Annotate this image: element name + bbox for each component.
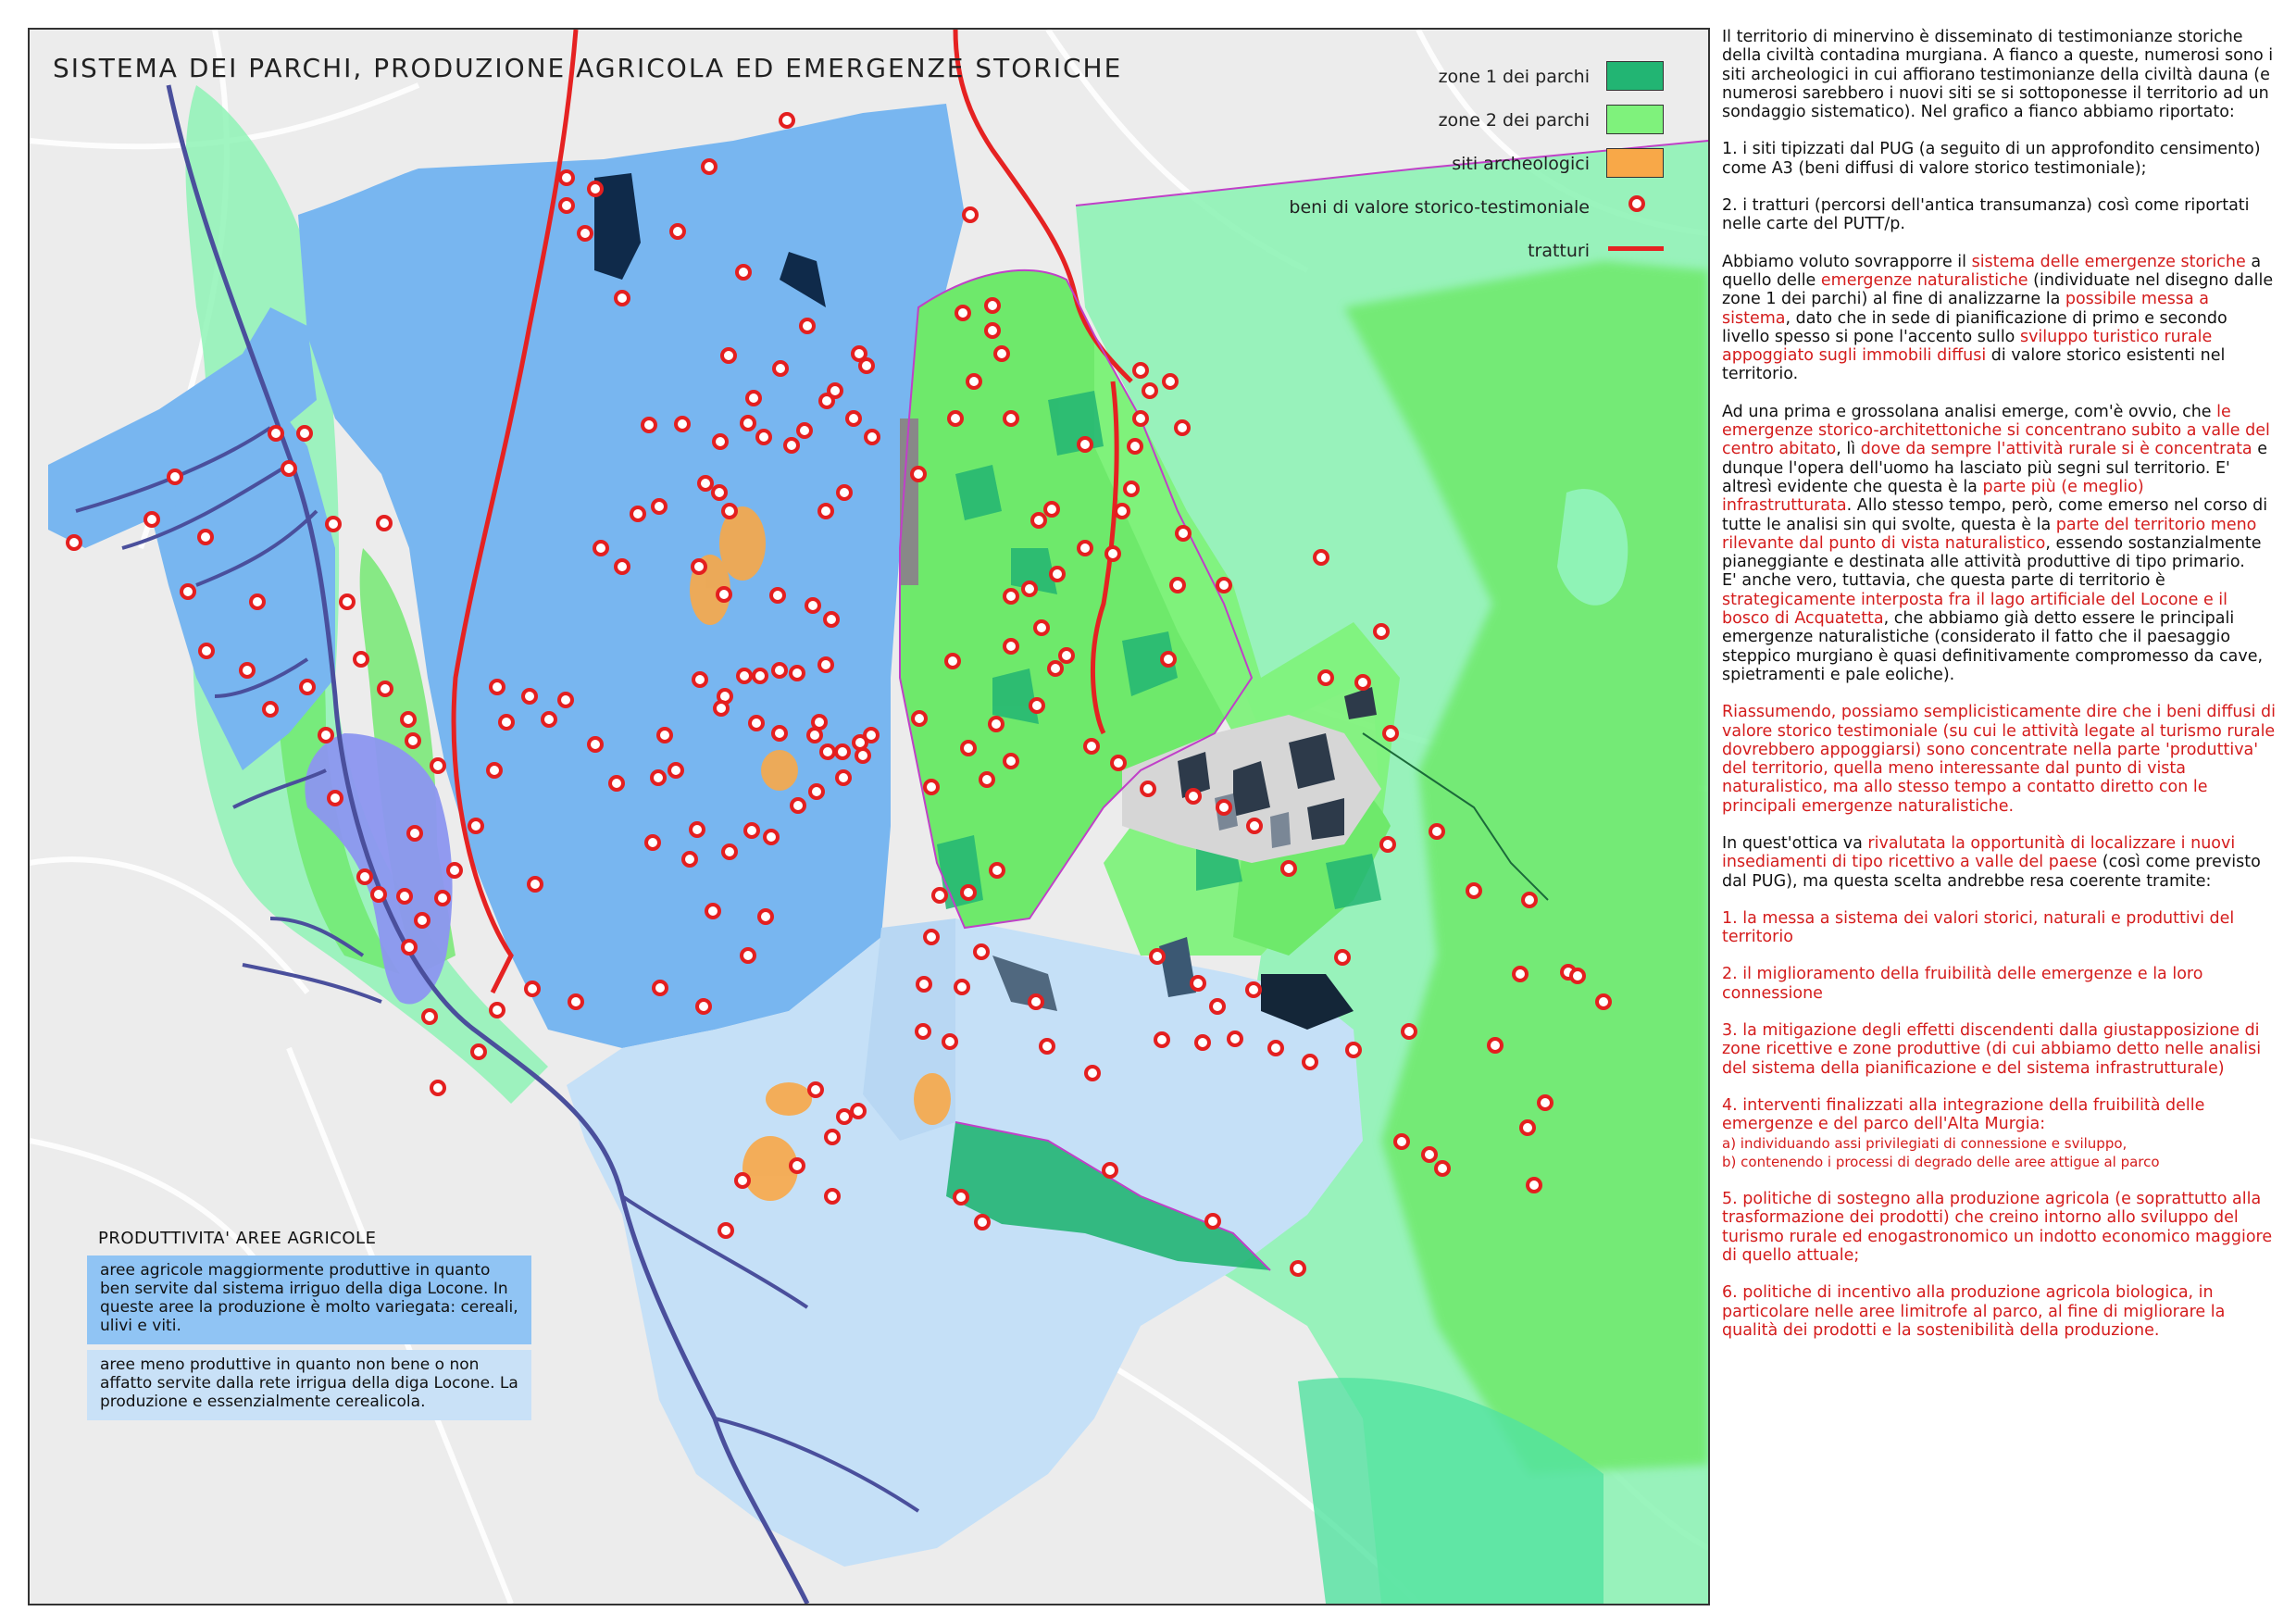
legend-item-archaeological — [1349, 144, 1701, 188]
heritage-site-marker[interactable] — [791, 667, 804, 680]
heritage-site-marker[interactable] — [1041, 1040, 1054, 1053]
heritage-site-marker[interactable] — [1164, 375, 1177, 388]
heritage-site-marker[interactable] — [943, 1035, 956, 1048]
heritage-site-marker[interactable] — [589, 738, 602, 751]
heritage-site-marker[interactable] — [1049, 662, 1062, 675]
heritage-site-marker[interactable] — [771, 589, 784, 602]
heritage-site-marker[interactable] — [341, 595, 354, 608]
heritage-site-marker[interactable] — [917, 1025, 930, 1038]
heritage-site-marker[interactable] — [785, 439, 798, 452]
heritage-site-marker[interactable] — [589, 182, 602, 195]
heritage-site-marker[interactable] — [718, 588, 730, 601]
body-text: a quello delle — [1722, 252, 2262, 290]
paragraph-6 — [1722, 834, 2277, 891]
heritage-site-marker[interactable] — [955, 1191, 967, 1204]
heritage-site-marker[interactable] — [616, 560, 629, 573]
list-item-6: 6. politiche di incentivo alla produzione agricola biologica, in particolare nelle aree limitrofe al parco, al fine di migliorare la qualità dei prodotti e la sostenibilità della produzione. — [1722, 1283, 2226, 1340]
tratturi-line-icon — [1608, 246, 1664, 251]
item-1: 1. i siti tipizzati dal PUG (a seguito di un approfondito censimento) come A3 (beni diffusi di valore storico testimoniale); — [1722, 140, 2261, 178]
body-text: , che abbiamo già detto essere le principali emergenze naturalistiche (considerato il fatto che il paesaggio steppico murgiano è quasi definitivamente compromesso da cave, spietramenti e pale eoliche). — [1722, 609, 2264, 684]
heritage-site-marker[interactable] — [200, 644, 213, 657]
heritage-site-marker[interactable] — [1248, 819, 1261, 832]
heritage-site-marker[interactable] — [747, 392, 760, 405]
heritage-site-marker[interactable] — [1521, 1121, 1534, 1134]
heritage-site-marker[interactable] — [1395, 1135, 1408, 1148]
heritage-site-marker[interactable] — [925, 781, 938, 793]
heritage-site-marker[interactable] — [838, 486, 851, 499]
heritage-site-marker[interactable] — [736, 1174, 749, 1187]
heritage-site-marker[interactable] — [1004, 640, 1017, 653]
heritage-site-marker[interactable] — [980, 773, 993, 786]
heritage-site-marker[interactable] — [526, 982, 539, 995]
heritage-site-marker[interactable] — [372, 888, 385, 901]
map-frame — [28, 28, 1710, 1605]
heritage-site-marker[interactable] — [745, 824, 758, 837]
heritage-site-marker[interactable] — [1086, 1067, 1099, 1080]
heritage-site-marker[interactable] — [654, 981, 667, 994]
heritage-site-marker[interactable] — [723, 845, 736, 858]
list-item-5: 5. politiche di sostegno alla produzione agricola (e soprattutto alla trasformazione dei prodotti) che creino intorno allo sviluppo del turismo rurale ed enogastronomico un indotto economico maggiore di quello attuale; — [1722, 1190, 2273, 1266]
heritage-site-marker[interactable] — [699, 477, 712, 490]
heritage-site-marker[interactable] — [1467, 884, 1480, 897]
heritage-site-marker[interactable] — [1430, 825, 1443, 838]
heritage-site-marker[interactable] — [1051, 568, 1064, 581]
heritage-site-marker[interactable] — [1229, 1032, 1242, 1045]
heritage-site-marker[interactable] — [355, 653, 368, 666]
heritage-site-marker[interactable] — [829, 384, 842, 397]
heritage-site-marker[interactable] — [738, 669, 751, 682]
heritage-site-marker[interactable] — [500, 716, 513, 729]
heritage-site-marker[interactable] — [282, 462, 295, 475]
heritage-site-marker[interactable] — [559, 693, 572, 706]
heritage-site-marker[interactable] — [1134, 364, 1147, 377]
heritage-site-marker[interactable] — [819, 658, 832, 671]
heritage-site-marker[interactable] — [1177, 527, 1190, 540]
heritage-site-marker[interactable] — [543, 713, 555, 726]
legend-label: zone 2 dei parchi — [1438, 110, 1590, 131]
heritage-site-marker[interactable] — [703, 160, 716, 173]
list-item-4a: a) individuando assi privilegiati di connessione e sviluppo, — [1722, 1134, 2128, 1152]
heritage-site-marker[interactable] — [1375, 625, 1388, 638]
heritage-site-marker[interactable] — [1217, 579, 1230, 592]
highlight-text: rivalutata la opportunità di localizzare i nuovi insediamenti di tipo ricettivo a valle del paese — [1722, 833, 2236, 872]
body-text: In quest'ottica va — [1722, 833, 1868, 853]
heritage-site-marker[interactable] — [1336, 951, 1349, 964]
body-text: E' anche vero, tuttavia, che questa parte di territorio è — [1722, 571, 2165, 591]
highlight-text: strategicamente interposta fra il lago artificiale del Locone e il bosco di Acquatetta — [1722, 590, 2228, 629]
heritage-site-marker[interactable] — [949, 412, 962, 425]
heritage-site-marker[interactable] — [714, 435, 727, 448]
heritage-site-marker[interactable] — [737, 266, 750, 279]
heritage-site-marker[interactable] — [866, 431, 879, 443]
heritage-site-marker[interactable] — [706, 905, 719, 918]
heritage-site-marker[interactable] — [472, 1045, 485, 1058]
heritage-site-marker[interactable] — [1142, 782, 1154, 795]
heritage-site-marker[interactable] — [742, 949, 755, 962]
heritage-site-marker[interactable] — [791, 1159, 804, 1172]
body-text: , essendo sostanzialmente pianeggiante e destinata alle attività produttive di tipo primario. — [1722, 533, 2262, 572]
legend-item-heritage — [1289, 188, 1701, 231]
heritage-site-marker[interactable] — [964, 208, 977, 221]
heritage-site-marker[interactable] — [838, 1110, 851, 1123]
heritage-site-marker[interactable] — [616, 292, 629, 305]
paragraph-3 — [1722, 403, 2277, 572]
heritage-site-marker[interactable] — [416, 914, 429, 927]
heritage-site-marker[interactable] — [912, 468, 925, 481]
heritage-site-marker[interactable] — [676, 418, 689, 431]
heritage-site-marker[interactable] — [491, 1004, 504, 1017]
heritage-site-marker[interactable] — [759, 910, 772, 923]
heritage-marker-icon — [1628, 195, 1645, 212]
heritage-site-marker[interactable] — [798, 424, 811, 437]
heritage-site-marker[interactable] — [693, 560, 705, 573]
heritage-site-marker[interactable] — [742, 417, 755, 430]
heritage-site-marker[interactable] — [358, 870, 371, 883]
heritage-site-marker[interactable] — [1032, 514, 1045, 527]
highlight-text: dove da sempre l'attività rurale si è concentrata — [1860, 440, 2252, 459]
heritage-site-marker[interactable] — [431, 759, 444, 772]
heritage-site-marker[interactable] — [810, 785, 823, 798]
heritage-site-marker[interactable] — [719, 1224, 732, 1237]
heritage-site-marker[interactable] — [825, 613, 838, 626]
heritage-site-marker[interactable] — [697, 1000, 710, 1013]
heritage-site-marker[interactable] — [251, 595, 264, 608]
heritage-site-marker[interactable] — [1045, 503, 1058, 516]
item-2: 2. i tratturi (percorsi dell'antica transumanza) così come riportati nelle carte del PUTT/p. — [1722, 196, 2250, 234]
heritage-site-marker[interactable] — [1489, 1039, 1502, 1052]
heritage-site-marker[interactable] — [986, 299, 999, 312]
heritage-site-marker[interactable] — [560, 199, 573, 212]
heritage-site-marker[interactable] — [1106, 547, 1119, 560]
list-item-3: 3. la mitigazione degli effetti discendenti dalla giustapposizione di zone ricettive e zone produttive (di cui abbiamo detto nelle analisi del sistema della pianificazione e del sistema infrastrutturale) — [1722, 1021, 2262, 1078]
heritage-site-marker[interactable] — [1523, 893, 1536, 906]
heritage-site-marker[interactable] — [523, 690, 536, 703]
heritage-site-marker[interactable] — [269, 427, 282, 440]
zone-1-swatch — [1606, 61, 1664, 91]
body-text: di valore storico esistenti nel territorio. — [1722, 346, 2226, 384]
archaeological-swatch — [1606, 148, 1664, 178]
heritage-site-marker[interactable] — [329, 792, 342, 805]
map-legend — [1289, 57, 1701, 275]
heritage-site-marker[interactable] — [806, 599, 819, 612]
heritage-site-marker[interactable] — [1571, 969, 1584, 982]
heritage-site-marker[interactable] — [181, 585, 194, 598]
legend-label: siti archeologici — [1452, 154, 1590, 174]
paragraph-5: Riassumendo, possiamo semplicisticamente dire che i beni diffusi di valore storico testimoniale (su cui le attività legate al turismo rurale dovrebbero appoggiarsi) sono concentrate nella parte 'produttiva' del territorio, quella meno interessante dal punto di vista naturalistico, ma allo stesso tempo a contatto diretto con le principali emergenze naturalistiche. — [1722, 703, 2276, 816]
heritage-site-marker[interactable] — [1176, 421, 1189, 434]
heritage-site-marker[interactable] — [773, 727, 786, 740]
heritage-site-marker[interactable] — [1356, 676, 1369, 689]
heritage-site-marker[interactable] — [406, 734, 419, 747]
heritage-site-marker[interactable] — [1171, 579, 1184, 592]
analysis-text-column — [1722, 28, 2277, 1358]
high-productivity-description: aree agricole maggiormente produttive in quanto ben servite dal sistema irriguo della diga Locone. In queste aree la produzione è molto variegata: cereali, ulivi e viti. — [87, 1255, 531, 1344]
heritage-site-marker[interactable] — [1079, 438, 1092, 451]
legend-label: beni di valore storico-testimoniale — [1289, 197, 1590, 218]
heritage-site-marker[interactable] — [962, 742, 975, 755]
heritage-site-marker[interactable] — [1384, 727, 1397, 740]
heritage-site-marker[interactable] — [319, 729, 332, 742]
heritage-site-marker[interactable] — [683, 853, 696, 866]
heritage-site-marker[interactable] — [837, 771, 850, 784]
body-text: Abbiamo voluto sovrapporre il — [1722, 252, 1972, 271]
heritage-site-marker[interactable] — [1211, 1000, 1224, 1013]
heritage-site-marker[interactable] — [991, 864, 1004, 877]
heritage-site-marker[interactable] — [1514, 968, 1527, 981]
heritage-site-marker[interactable] — [821, 745, 834, 758]
heritage-site-marker[interactable] — [241, 664, 254, 677]
heritage-site-marker[interactable] — [423, 1010, 436, 1023]
list-item-4-title: 4. interventi finalizzati alla integrazione della fruibilità delle emergenze e del parco dell'Alta Murgia: — [1722, 1095, 2205, 1134]
legend-label: zone 1 dei parchi — [1438, 67, 1590, 87]
heritage-site-marker[interactable] — [264, 703, 277, 716]
heritage-site-marker[interactable] — [379, 682, 392, 695]
heritage-site-marker[interactable] — [579, 227, 592, 240]
highlight-text: emergenze naturalistiche — [1820, 270, 2028, 290]
agri-title: PRODUTTIVITA' AREE AGRICOLE — [98, 1229, 377, 1248]
heritage-site-marker[interactable] — [1004, 412, 1017, 425]
heritage-site-marker[interactable] — [1192, 977, 1204, 990]
heritage-site-marker[interactable] — [1423, 1148, 1436, 1161]
body-text: , lì — [1836, 440, 1861, 459]
legend-item-zone-1 — [1349, 57, 1701, 101]
heritage-site-marker[interactable] — [913, 712, 926, 725]
zone-2-swatch — [1606, 105, 1664, 134]
agricultural-productivity-legend — [87, 1229, 531, 1420]
heritage-site-marker[interactable] — [856, 749, 869, 762]
heritage-site-marker[interactable] — [1116, 505, 1129, 518]
heritage-site-marker[interactable] — [408, 827, 421, 840]
heritage-site-marker[interactable] — [713, 486, 726, 499]
heritage-site-marker[interactable] — [809, 1083, 822, 1096]
heritage-site-marker[interactable] — [529, 878, 542, 891]
paragraph-2 — [1722, 253, 2277, 384]
heritage-site-marker[interactable] — [653, 500, 666, 513]
map-title: SISTEMA DEI PARCHI, PRODUZIONE AGRICOLA ED EMERGENZE STORICHE — [53, 53, 1123, 83]
heritage-site-marker[interactable] — [1079, 542, 1092, 555]
body-text: (individuate nel disegno dalle zone 1 dei parchi) al fine di analizzarne la — [1722, 270, 2274, 309]
heritage-site-marker[interactable] — [402, 713, 415, 726]
highlight-text: sistema delle emergenze storiche — [1971, 252, 2246, 271]
heritage-site-marker[interactable] — [691, 823, 704, 836]
body-text: . Allo stesso tempo, però, come emerso nel corso di tutte le analisi sin qui svolte, questa è la — [1722, 496, 2268, 534]
heritage-site-marker[interactable] — [560, 171, 573, 184]
body-text: , dato che in sede di pianificazione di primo e secondo livello spesso si pone l'accento sullo — [1722, 308, 2227, 346]
heritage-site-marker[interactable] — [1143, 384, 1156, 397]
heritage-site-marker[interactable] — [1187, 790, 1200, 803]
heritage-site-marker[interactable] — [1125, 482, 1138, 495]
legend-item-tratturi — [1349, 231, 1701, 275]
heritage-site-marker[interactable] — [975, 945, 988, 958]
heritage-site-marker[interactable] — [1029, 995, 1042, 1008]
heritage-site-marker[interactable] — [1403, 1025, 1416, 1038]
highlight-text: possibile messa a sistema — [1722, 290, 2209, 328]
heritage-site-marker[interactable] — [722, 349, 735, 362]
heritage-site-marker[interactable] — [669, 764, 682, 777]
heritage-site-marker[interactable] — [723, 505, 736, 518]
heritage-site-marker[interactable] — [1436, 1162, 1449, 1175]
heritage-site-marker[interactable] — [1282, 862, 1295, 875]
heritage-site-marker[interactable] — [569, 995, 582, 1008]
heritage-site-marker[interactable] — [826, 1131, 839, 1143]
heritage-site-marker[interactable] — [488, 764, 501, 777]
heritage-site-marker[interactable] — [693, 673, 706, 686]
heritage-site-marker[interactable] — [646, 836, 659, 849]
heritage-site-marker[interactable] — [715, 702, 728, 715]
highlight-text: parte del territorio meno rilevante dal punto di vista naturalistico — [1722, 515, 2257, 553]
heritage-site-marker[interactable] — [933, 889, 946, 902]
heritage-site-marker[interactable] — [469, 819, 482, 832]
heritage-site-marker[interactable] — [836, 745, 849, 758]
list-item-4 — [1722, 1096, 2277, 1171]
heritage-site-marker[interactable] — [1104, 1164, 1117, 1177]
heritage-site-marker[interactable] — [813, 716, 826, 729]
heritage-site-marker[interactable] — [1269, 1042, 1282, 1055]
heritage-site-marker[interactable] — [631, 507, 644, 520]
heritage-site-marker[interactable] — [68, 536, 81, 549]
heritage-site-marker[interactable] — [852, 1105, 865, 1118]
heritage-site-marker[interactable] — [925, 931, 938, 943]
highlight-text: le emergenze storico-architettoniche si concentrano subito a valle del centro abitato — [1722, 402, 2270, 459]
heritage-site-marker[interactable] — [594, 542, 607, 555]
heritage-site-marker[interactable] — [1381, 838, 1394, 851]
heritage-site-marker[interactable] — [671, 225, 684, 238]
heritage-site-marker[interactable] — [436, 892, 449, 905]
heritage-site-marker[interactable] — [860, 359, 873, 372]
heritage-site-marker[interactable] — [826, 1190, 839, 1203]
heritage-site-marker[interactable] — [819, 505, 832, 518]
legend-item-zone-2 — [1349, 101, 1701, 144]
heritage-site-marker[interactable] — [1292, 1262, 1304, 1275]
heritage-site-marker[interactable] — [754, 669, 767, 682]
low-productivity-description: aree meno produttive in quanto non bene o non affatto servite dalla rete irrigua della diga Locone. La produzione e essenzialmente cerealicola. — [87, 1350, 531, 1420]
heritage-site-marker[interactable] — [995, 347, 1008, 360]
heritage-site-marker[interactable] — [967, 375, 980, 388]
heritage-site-marker[interactable] — [1247, 983, 1260, 996]
heritage-site-marker[interactable] — [403, 941, 416, 954]
highlight-text: parte più (e meglio) infrastrutturata — [1722, 477, 2144, 516]
productive-agricultural-area[interactable] — [48, 104, 965, 1048]
heritage-site-marker[interactable] — [448, 864, 461, 877]
heritage-site-marker[interactable] — [199, 531, 212, 543]
heritage-site-marker[interactable] — [865, 729, 878, 742]
heritage-site-marker[interactable] — [1162, 653, 1175, 666]
heritage-site-marker[interactable] — [773, 664, 786, 677]
heritage-site-marker[interactable] — [1151, 950, 1164, 963]
heritage-site-marker[interactable] — [990, 718, 1003, 731]
heritage-site-marker[interactable] — [1155, 1033, 1168, 1046]
heritage-site-marker[interactable] — [1134, 412, 1147, 425]
heritage-site-marker[interactable] — [955, 981, 968, 993]
heritage-site-marker[interactable] — [1129, 440, 1142, 453]
heritage-site-marker[interactable] — [168, 470, 181, 483]
heritage-site-marker[interactable] — [1023, 582, 1036, 595]
list-item-2: 2. il miglioramento della fruibilità delle emergenze e la loro connessione — [1722, 965, 2203, 1003]
heritage-site-marker[interactable] — [327, 518, 340, 531]
heritage-site-marker[interactable] — [643, 418, 655, 431]
heritage-site-marker[interactable] — [1035, 621, 1048, 634]
heritage-site-marker[interactable] — [1217, 801, 1230, 814]
heritage-site-marker[interactable] — [1004, 755, 1017, 768]
heritage-site-marker[interactable] — [757, 431, 770, 443]
heritage-site-marker[interactable] — [652, 771, 665, 784]
heritage-site-marker[interactable] — [1539, 1096, 1552, 1109]
body-text: Ad una prima e grossolana analisi emerge, com'è ovvio, che — [1722, 402, 2217, 421]
heritage-site-marker[interactable] — [145, 513, 158, 526]
legend-label: tratturi — [1528, 241, 1590, 261]
list-item-4b: b) contenendo i processi di degrado delle aree attigue al parco — [1722, 1153, 2160, 1170]
heritage-site-marker[interactable] — [1304, 1056, 1316, 1068]
highlight-text: sviluppo turistico rurale appoggiato sugli immobili diffusi — [1722, 327, 2213, 366]
heritage-site-marker[interactable] — [1206, 1215, 1219, 1228]
list-item-1: 1. la messa a sistema dei valori storici, naturali e produttivi del territorio — [1722, 908, 2235, 947]
body-text: e dunque l'opera dell'uomo ha lasciato più segni sul territorio. E' altresì evidente che questa è la — [1722, 440, 2268, 496]
heritage-site-marker[interactable] — [610, 777, 623, 790]
heritage-site-marker[interactable] — [956, 306, 969, 319]
heritage-site-marker[interactable] — [1528, 1179, 1541, 1192]
heritage-site-marker[interactable] — [765, 831, 778, 843]
heritage-site-marker[interactable] — [1196, 1036, 1209, 1049]
heritage-site-marker[interactable] — [808, 729, 821, 742]
heritage-site-marker[interactable] — [792, 799, 805, 812]
heritage-site-marker[interactable] — [398, 890, 411, 903]
heritage-site-marker[interactable] — [378, 517, 391, 530]
heritage-site-marker[interactable] — [780, 114, 793, 127]
heritage-site-marker[interactable] — [847, 412, 860, 425]
heritage-site-marker[interactable] — [986, 324, 999, 337]
heritage-site-marker[interactable] — [1319, 671, 1332, 684]
paragraph-4 — [1722, 571, 2277, 684]
heritage-site-marker[interactable] — [801, 319, 814, 332]
heritage-site-marker[interactable] — [431, 1081, 444, 1094]
heritage-site-marker[interactable] — [1315, 551, 1328, 564]
heritage-site-marker[interactable] — [1060, 649, 1073, 662]
heritage-site-marker[interactable] — [917, 978, 930, 991]
heritage-site-marker[interactable] — [1347, 1043, 1360, 1056]
heritage-site-marker[interactable] — [976, 1216, 989, 1229]
heritage-site-marker[interactable] — [491, 681, 504, 693]
intro-paragraph: Il territorio di minervino è disseminato di testimonianze storiche della civiltà contadina murgiana. A fianco a queste, numerosi sono i siti archeologici in cui affiorano testimonianze della civiltà dauna (e numerosi sarebbero i nuovi siti se si sottoponesse il territorio ad un sondaggio sistematico). Nel grafico a fianco abbiamo riportato: — [1722, 28, 2274, 122]
body-text: (così come previsto dal PUG), ma questa scelta andrebbe resa coerente tramite: — [1722, 853, 2261, 891]
heritage-site-marker[interactable] — [1112, 756, 1125, 769]
heritage-site-marker[interactable] — [750, 717, 763, 730]
heritage-site-marker[interactable] — [1004, 590, 1017, 603]
heritage-site-marker[interactable] — [774, 362, 787, 375]
heritage-site-marker[interactable] — [298, 427, 311, 440]
heritage-site-marker[interactable] — [946, 655, 959, 668]
heritage-site-marker[interactable] — [1085, 740, 1098, 753]
heritage-site-marker[interactable] — [658, 729, 671, 742]
heritage-site-marker[interactable] — [1030, 699, 1043, 712]
heritage-site-marker[interactable] — [301, 681, 314, 693]
heritage-site-marker[interactable] — [962, 886, 975, 899]
heritage-site-marker[interactable] — [1597, 995, 1610, 1008]
